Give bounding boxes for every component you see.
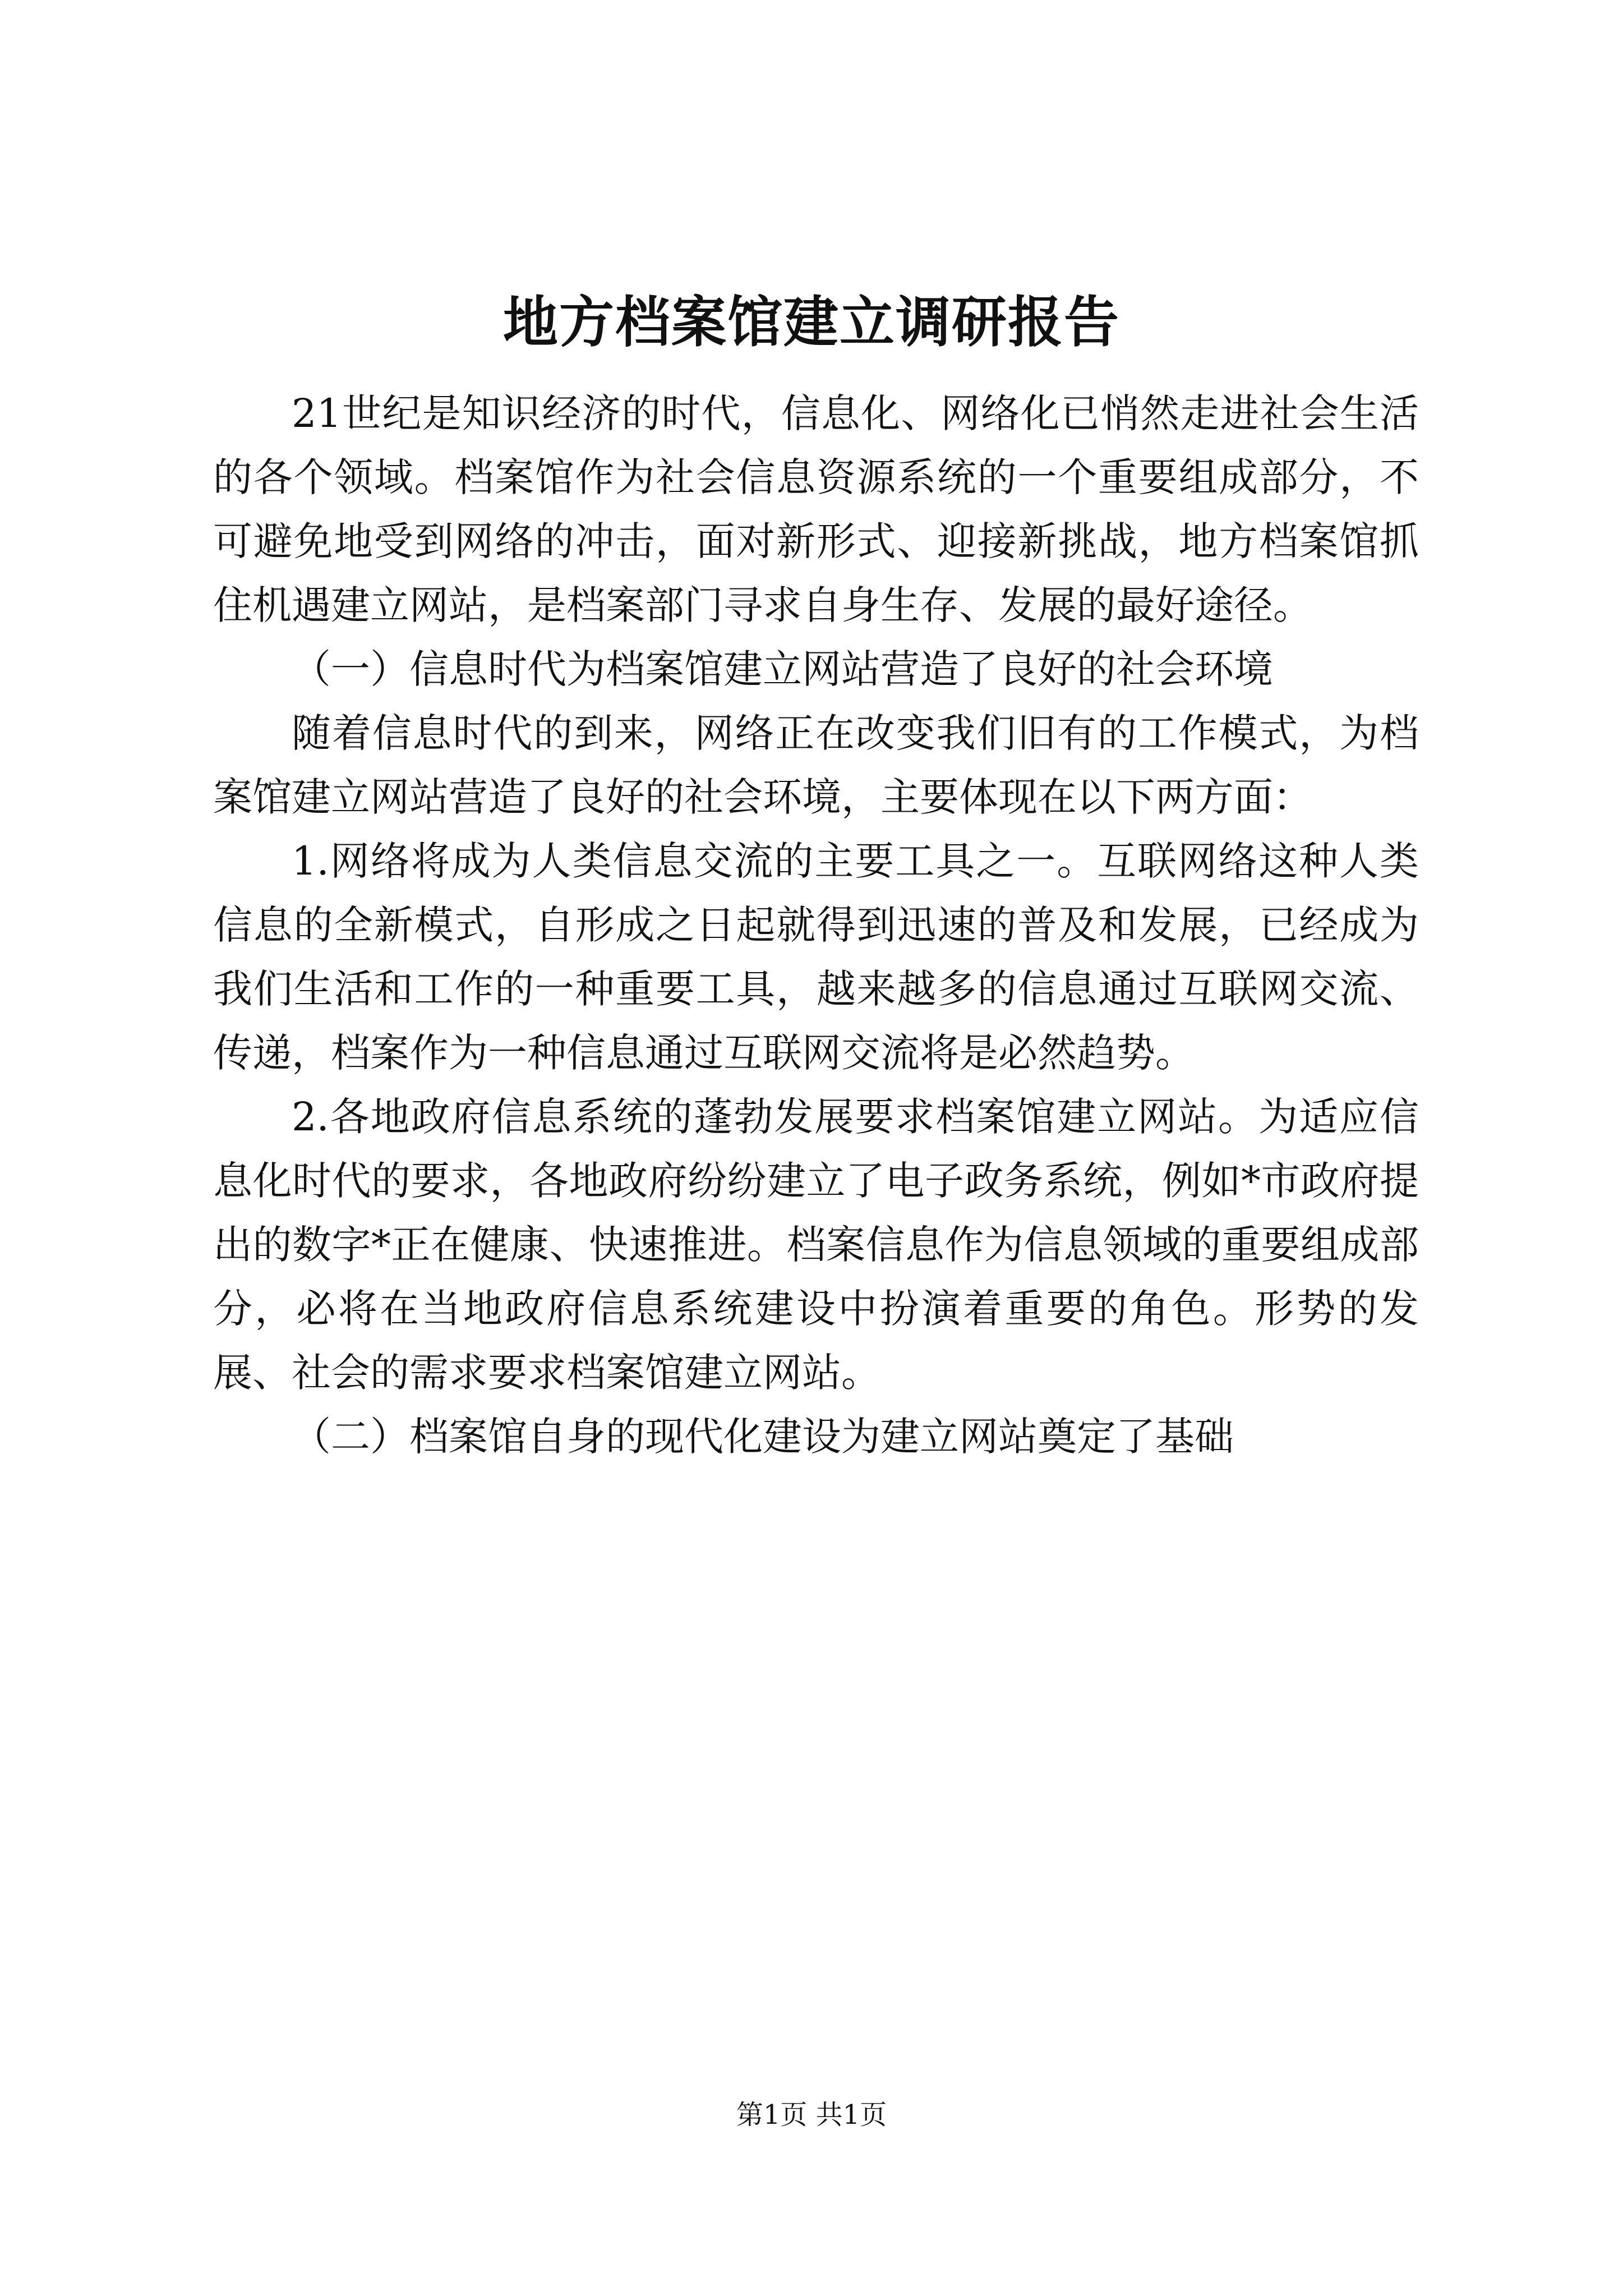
document-body bbox=[213, 381, 1419, 1469]
paragraph-point-1: 1.网络将成为人类信息交流的主要工具之一。互联网络这种人类信息的全新模式，自形成之日起就得到迅速的普及和发展，已经成为我们生活和工作的一种重要工具，越来越多的信息通过互联网交流、传递，档案作为一种信息通过互联网交流将是必然趋势。 bbox=[213, 838, 1419, 1076]
section-heading-1: （一）信息时代为档案馆建立网站营造了良好的社会环境 bbox=[292, 646, 1273, 692]
paragraph-intro: 21世纪是知识经济的时代，信息化、网络化已悄然走进社会生活的各个领域。档案馆作为社会信息资源系统的一个重要组成部分，不可避免地受到网络的冲击，面对新形式、迎接新挑战，地方档案馆抓住机遇建立网站，是档案部门寻求自身生存、发展的最好途径。 bbox=[213, 390, 1419, 628]
document-title: 地方档案馆建立调研报告 bbox=[502, 290, 1120, 355]
paragraph-section-1: 随着信息时代的到来，网络正在改变我们旧有的工作模式，为档案馆建立网站营造了良好的社会环境，主要体现在以下两方面： bbox=[213, 710, 1419, 820]
page-footer: 第1页 共1页 bbox=[736, 2099, 887, 2131]
section-heading-2: （二）档案馆自身的现代化建设为建立网站奠定了基础 bbox=[292, 1414, 1234, 1460]
paragraph-point-2: 2.各地政府信息系统的蓬勃发展要求档案馆建立网站。为适应信息化时代的要求，各地政府纷纷建立了电子政务系统，例如*市政府提出的数字*正在健康、快速推进。档案信息作为信息领域的重要组成部分，必将在当地政府信息系统建设中扮演着重要的角色。形势的发展、社会的需求要求档案馆建立网站。 bbox=[213, 1094, 1419, 1396]
